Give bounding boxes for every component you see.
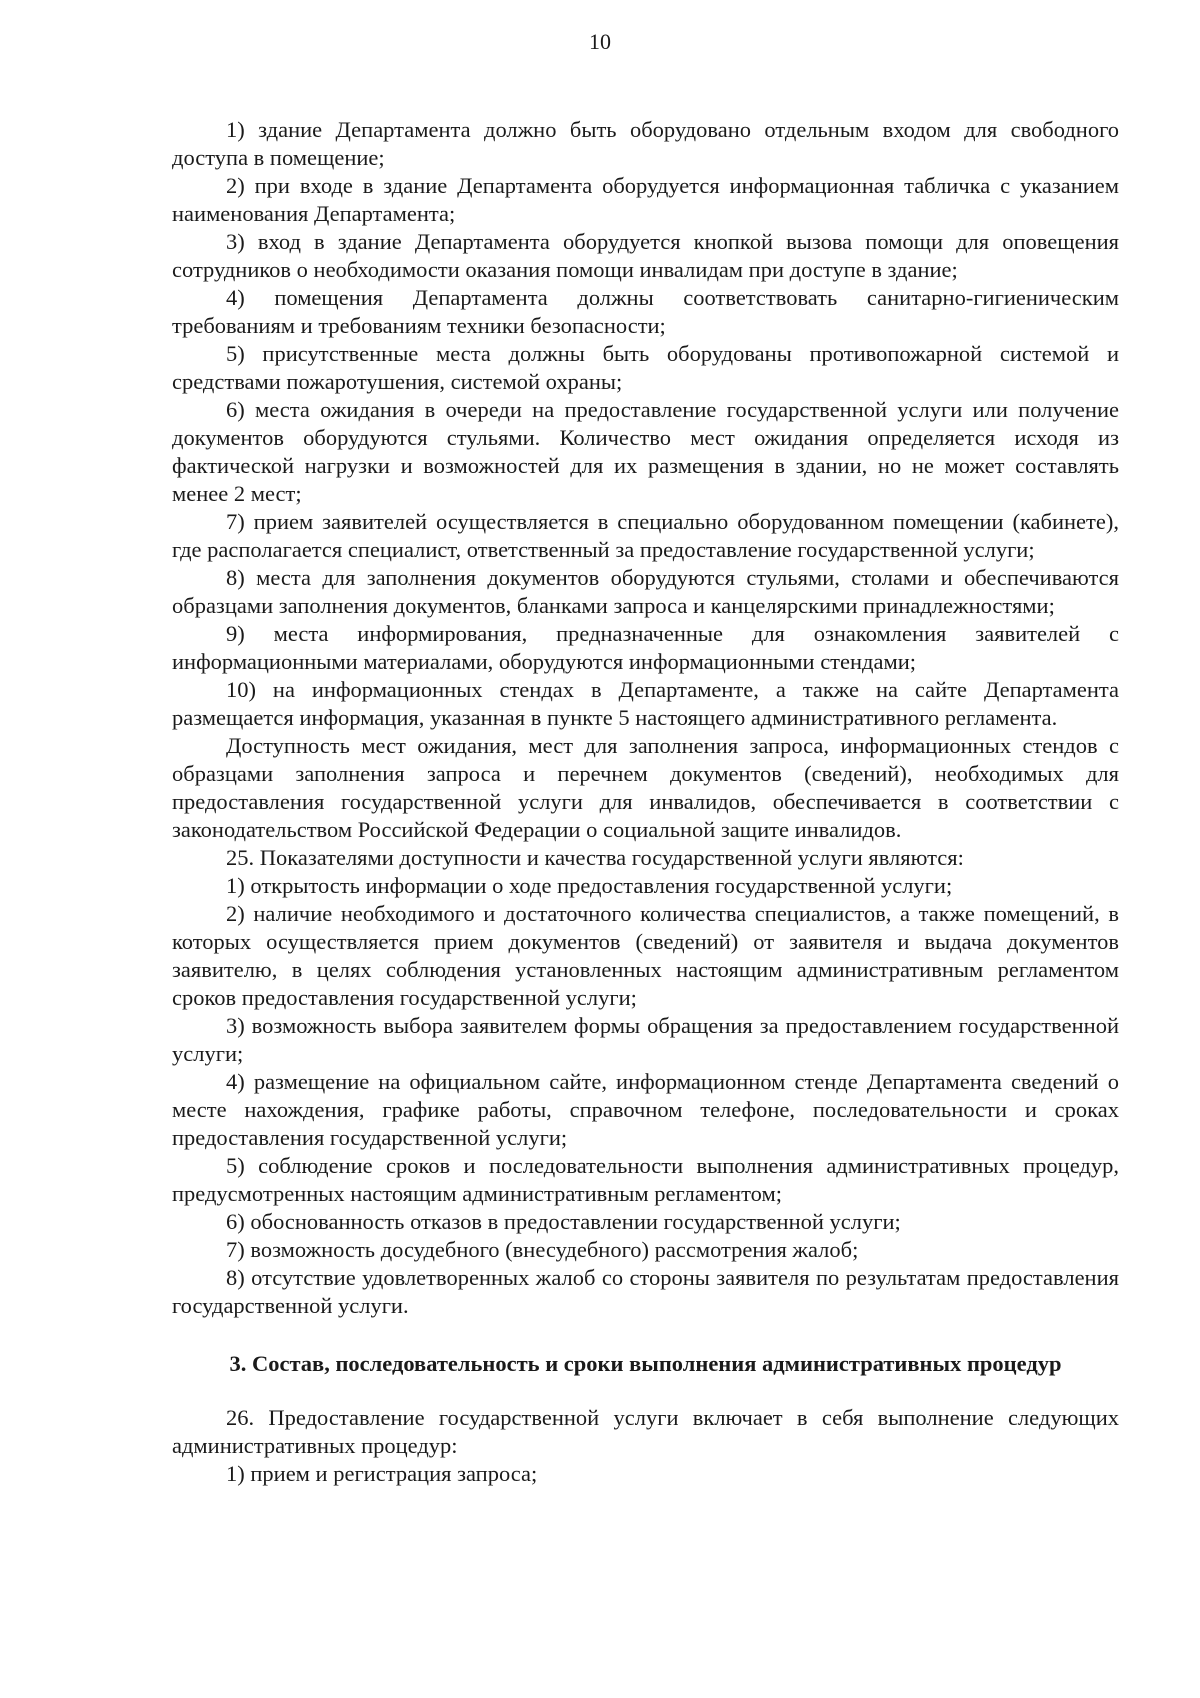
paragraph-indicator-3: 3) возможность выбора заявителем формы обращения за предоставлением государственной услуги; bbox=[172, 1013, 1119, 1066]
paragraph-indicator-7: 7) возможность досудебного (внесудебного) рассмотрения жалоб; bbox=[226, 1237, 859, 1262]
paragraph-item-9: 9) места информирования, предназначенные для ознакомления заявителей с информационными материалами, оборудуются информационными стендами; bbox=[172, 621, 1119, 674]
paragraph-indicator-6: 6) обоснованность отказов в предоставлении государственной услуги; bbox=[226, 1209, 901, 1234]
paragraph-item-10: 10) на информационных стендах в Департаменте, а также на сайте Департамента размещается информация, указанная в пункте 5 настоящего административного регламента. bbox=[172, 677, 1119, 730]
paragraph-indicator-8: 8) отсутствие удовлетворенных жалоб со стороны заявителя по результатам предоставления государственной услуги. bbox=[172, 1265, 1119, 1318]
paragraph-item-2: 2) при входе в здание Департамента оборудуется информационная табличка с указанием наименования Департамента; bbox=[172, 173, 1119, 226]
paragraph-indicator-4: 4) размещение на официальном сайте, информационном стенде Департамента сведений о месте нахождения, графике работы, справочном телефоне, последовательности и сроках предоставления государственной услуги; bbox=[172, 1069, 1119, 1150]
paragraph-item-8: 8) места для заполнения документов оборудуются стульями, столами и обеспечиваются образцами заполнения документов, бланками запроса и канцелярскими принадлежностями; bbox=[172, 565, 1119, 618]
paragraph-clause-26: 26. Предоставление государственной услуги включает в себя выполнение следующих административных процедур: bbox=[172, 1405, 1119, 1458]
document-body bbox=[172, 116, 1119, 1488]
paragraph-item-4: 4) помещения Департамента должны соответствовать санитарно-гигиеническим требованиям и требованиям техники безопасности; bbox=[172, 285, 1119, 338]
paragraph-indicator-5: 5) соблюдение сроков и последовательности выполнения административных процедур, предусмотренных настоящим административным регламентом; bbox=[172, 1153, 1119, 1206]
page-number: 10 bbox=[589, 29, 611, 54]
paragraph-accessibility: Доступность мест ожидания, мест для заполнения запроса, информационных стендов с образцами заполнения запроса и перечнем документов (сведений), необходимых для предоставления государственной услуги для инвалидов, обеспечивается в соответствии с законодательством Российской Федерации о социальной защите инвалидов. bbox=[172, 733, 1119, 842]
section-heading: 3. Состав, последовательность и сроки выполнения административных процедур bbox=[229, 1351, 1062, 1376]
paragraph-indicator-2: 2) наличие необходимого и достаточного количества специалистов, а также помещений, в которых осуществляется прием документов (сведений) от заявителя и выдача документов заявителю, в целях соблюдения установленных настоящим административным регламентом сроков предоставления государственной услуги; bbox=[172, 901, 1119, 1010]
paragraph-procedure-1: 1) прием и регистрация запроса; bbox=[226, 1461, 538, 1486]
paragraph-item-6: 6) места ожидания в очереди на предоставление государственной услуги или получение документов оборудуются стульями. Количество мест ожидания определяется исходя из фактической нагрузки и возможностей для их размещения в здании, но не может составлять менее 2 мест; bbox=[172, 397, 1119, 506]
paragraph-item-5: 5) присутственные места должны быть оборудованы противопожарной системой и средствами пожаротушения, системой охраны; bbox=[172, 341, 1119, 394]
paragraph-item-3: 3) вход в здание Департамента оборудуется кнопкой вызова помощи для оповещения сотрудников о необходимости оказания помощи инвалидам при доступе в здание; bbox=[172, 229, 1119, 282]
paragraph-item-7: 7) прием заявителей осуществляется в специально оборудованном помещении (кабинете), где располагается специалист, ответственный за предоставление государственной услуги; bbox=[172, 509, 1119, 562]
paragraph-clause-25: 25. Показателями доступности и качества государственной услуги являются: bbox=[226, 845, 964, 870]
paragraph-indicator-1: 1) открытость информации о ходе предоставления государственной услуги; bbox=[226, 873, 953, 898]
paragraph-item-1: 1) здание Департамента должно быть оборудовано отдельным входом для свободного доступа в помещение; bbox=[172, 117, 1119, 170]
